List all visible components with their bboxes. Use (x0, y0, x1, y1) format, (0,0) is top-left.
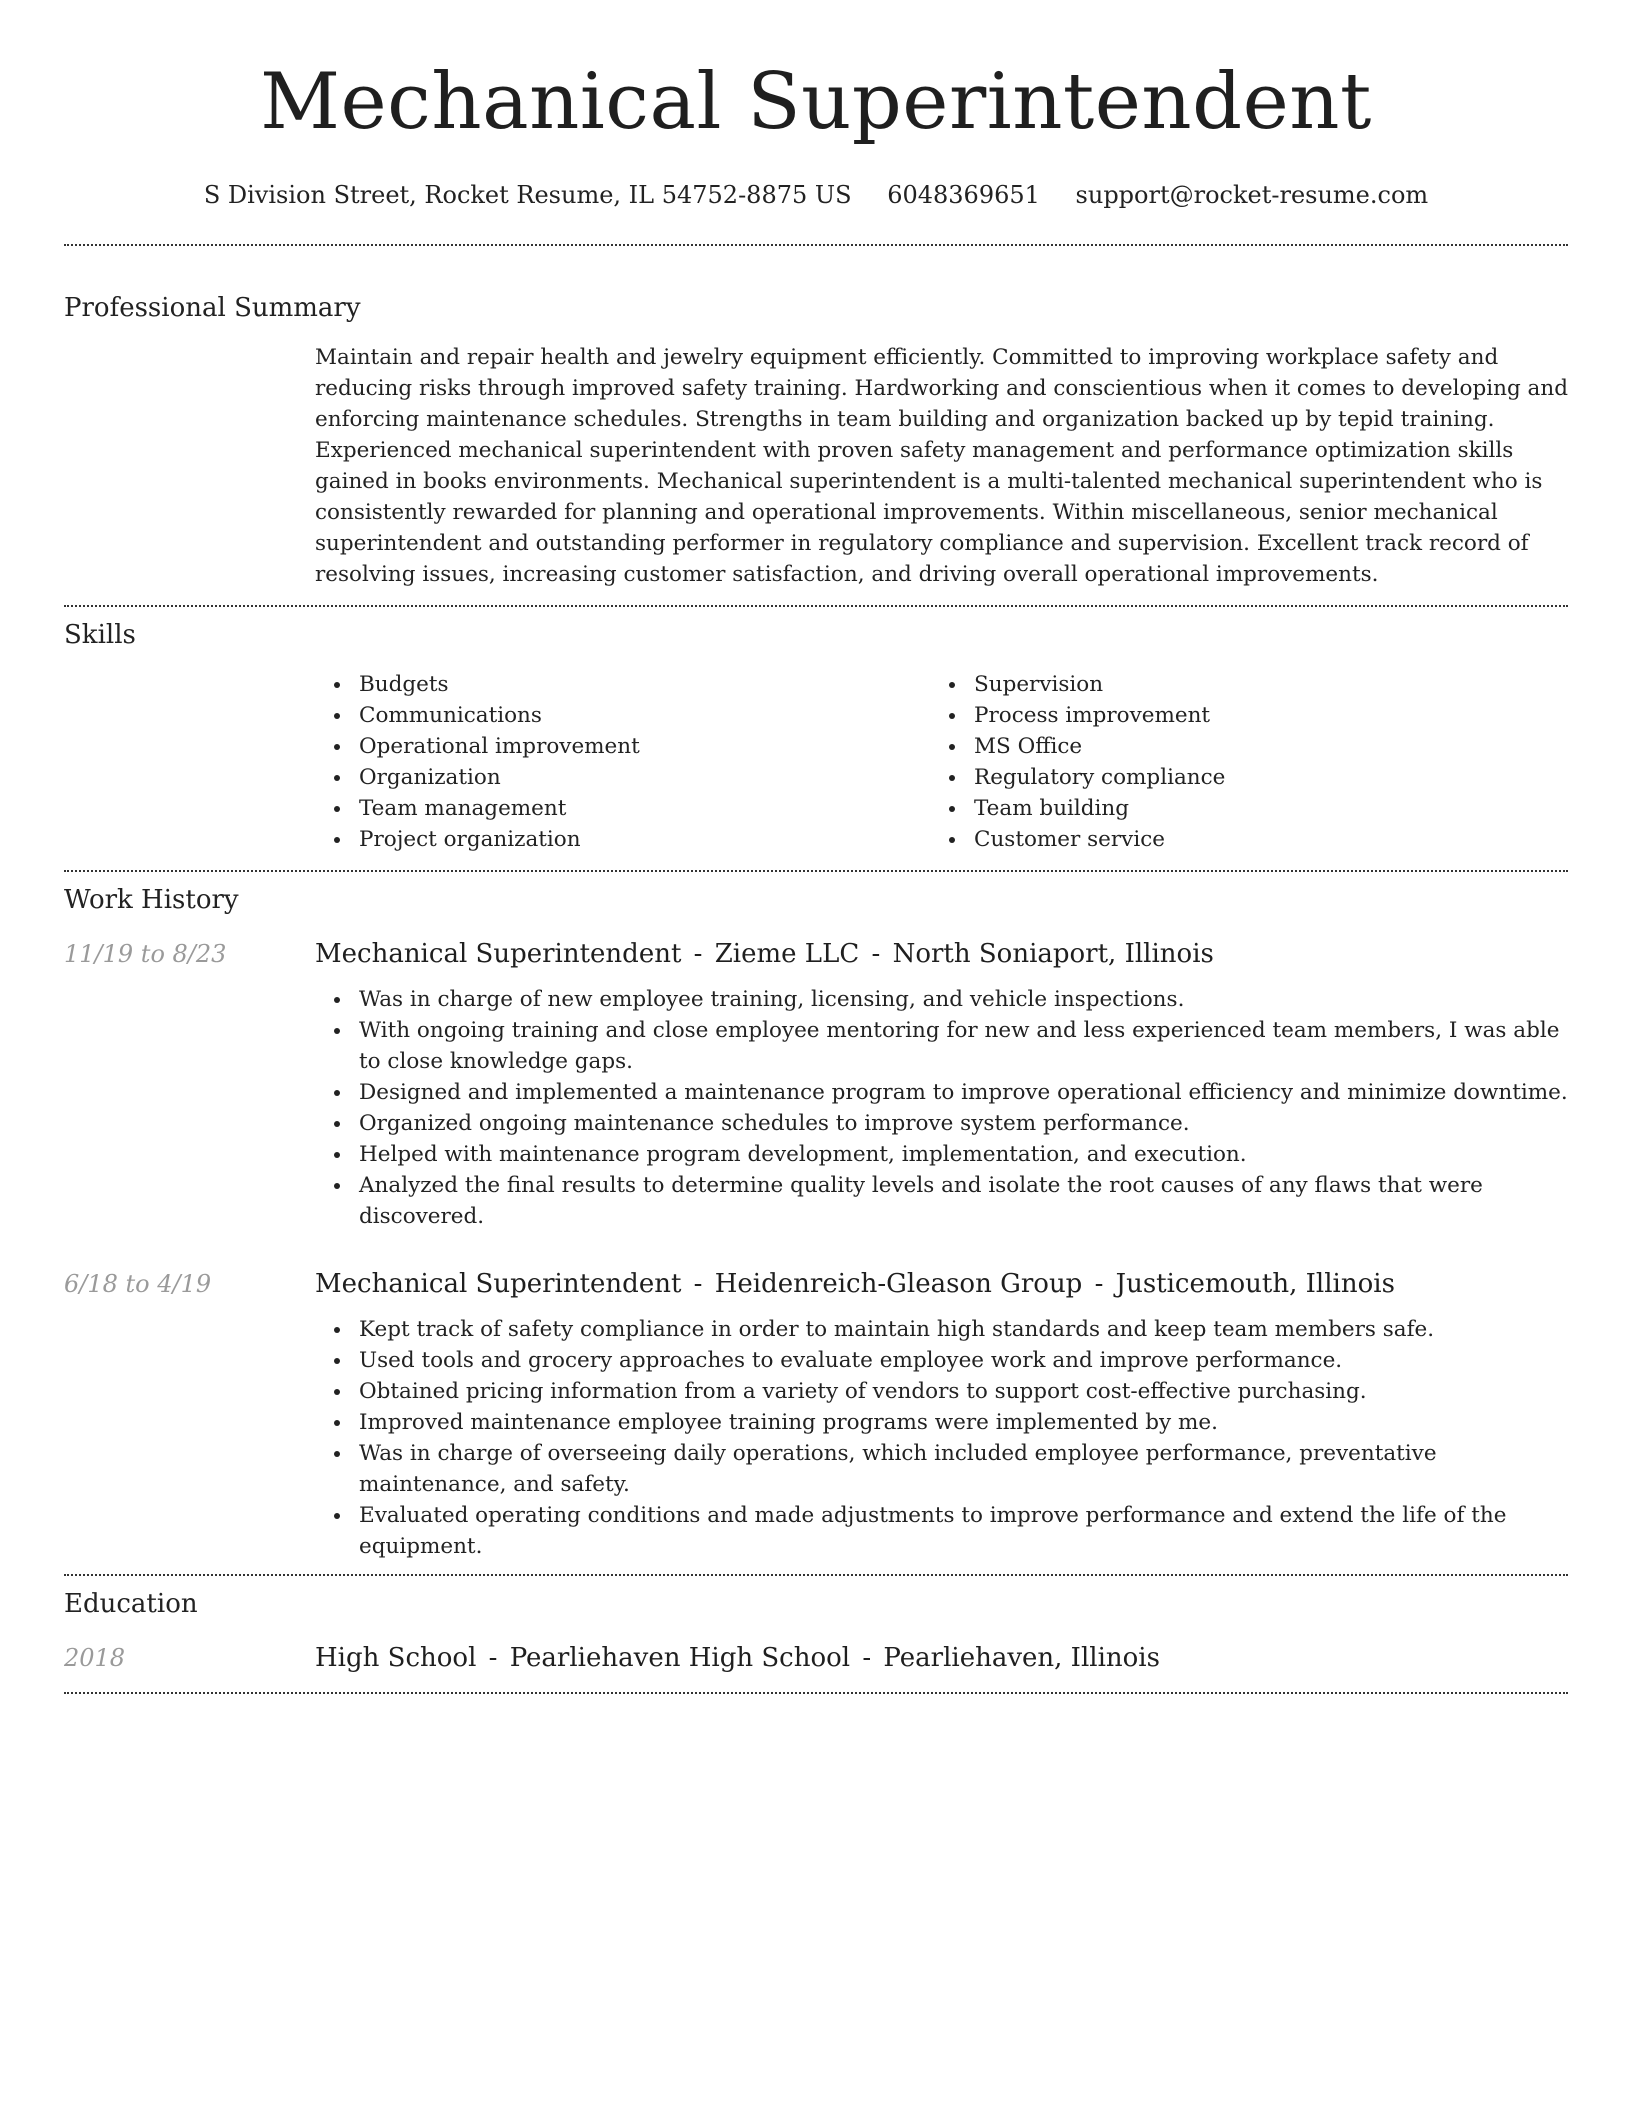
job-role: Mechanical Superintendent (315, 939, 682, 969)
job-bullet: Obtained pricing information from a variety of vendors to support cost-effective purchasing. (359, 1376, 1568, 1407)
skill-item: Team building (974, 793, 1545, 824)
job-company: Zieme LLC (714, 939, 860, 969)
job-company: Heidenreich-Gleason Group (714, 1269, 1083, 1299)
job-role: Mechanical Superintendent (315, 1269, 682, 1299)
skill-item: Communications (359, 700, 930, 731)
education-section (64, 1576, 1568, 1674)
job-bullet: Analyzed the final results to determine quality levels and isolate the root causes of any flaws that were discovered. (359, 1170, 1568, 1232)
job-bullets (315, 1314, 1568, 1562)
job-heading: Mechanical Superintendent - Heidenreich-Gleason Group - Justicemouth, Illinois (315, 1269, 1395, 1299)
job-heading: Mechanical Superintendent - Zieme LLC - North Soniaport, Illinois (315, 939, 1214, 969)
job-dates: 6/18 to 4/19 (64, 1270, 212, 1298)
job-bullet: Designed and implemented a maintenance program to improve operational efficiency and minimize downtime. (359, 1077, 1568, 1108)
contact-address: S Division Street, Rocket Resume, IL 54752-8875 US (203, 181, 852, 209)
work-section (64, 872, 1568, 1562)
skill-item: MS Office (974, 731, 1545, 762)
job-bullets (315, 984, 1568, 1232)
skills-list-left (315, 669, 930, 855)
skill-item: Project organization (359, 824, 930, 855)
job-bullet: Used tools and grocery approaches to evaluate employee work and improve performance. (359, 1345, 1568, 1376)
section-title-work: Work History (64, 885, 239, 915)
skill-item: Operational improvement (359, 731, 930, 762)
job-dates: 11/19 to 8/23 (64, 940, 227, 968)
education-heading: High School - Pearliehaven High School - Pearliehaven, Illinois (315, 1643, 1160, 1673)
contact-phone: 6048369651 (887, 181, 1040, 209)
contact-email: support@rocket-resume.com (1075, 181, 1429, 209)
resume-name: Mechanical Superintendent (260, 57, 1372, 147)
section-title-education: Education (64, 1589, 198, 1619)
job-entry (64, 938, 1568, 1232)
job-bullet: Improved maintenance employee training programs were implemented by me. (359, 1407, 1568, 1438)
skill-item: Process improvement (974, 700, 1545, 731)
job-location: North Soniaport, Illinois (892, 939, 1214, 969)
section-title-skills: Skills (64, 620, 136, 650)
skill-item: Supervision (974, 669, 1545, 700)
education-school: Pearliehaven High School (509, 1643, 851, 1673)
job-location: Justicemouth, Illinois (1115, 1269, 1395, 1299)
job-bullet: Evaluated operating conditions and made adjustments to improve performance and extend the life of the equipment. (359, 1500, 1568, 1562)
skill-item: Organization (359, 762, 930, 793)
section-divider (64, 1692, 1568, 1694)
contact-line (64, 180, 1568, 210)
job-bullet: Organized ongoing maintenance schedules to improve system performance. (359, 1108, 1568, 1139)
skill-item: Budgets (359, 669, 930, 700)
skill-item: Team management (359, 793, 930, 824)
summary-section (64, 246, 1568, 590)
skill-item: Customer service (974, 824, 1545, 855)
job-bullet: Was in charge of overseeing daily operations, which included employee performance, preventative maintenance, and safety. (359, 1438, 1568, 1500)
job-bullet: Helped with maintenance program development, implementation, and execution. (359, 1139, 1568, 1170)
summary-text: Maintain and repair health and jewelry equipment efficiently. Committed to improving workplace safety and reducing risks through improved safety training. Hardworking and conscientious when it comes to developing and enforcing maintenance schedules. Strengths in team building and organization backed up by tepid training. Experienced mechanical superintendent with proven safety management and performance optimization skills gained in books environments. Mechanical superintendent is a multi-talented mechanical superintendent who is consistently rewarded for planning and operational improvements. Within miscellaneous, senior mechanical superintendent and outstanding performer in regulatory compliance and supervision. Excellent track record of resolving issues, increasing customer satisfaction, and driving overall operational improvements. (315, 345, 1568, 587)
skills-section (64, 607, 1568, 855)
education-year: 2018 (64, 1644, 126, 1672)
job-bullet: With ongoing training and close employee mentoring for new and less experienced team members, I was able to close knowledge gaps. (359, 1015, 1568, 1077)
education-location: Pearliehaven, Illinois (883, 1643, 1160, 1673)
skills-grid (315, 669, 1568, 855)
job-bullet: Was in charge of new employee training, licensing, and vehicle inspections. (359, 984, 1568, 1015)
job-bullet: Kept track of safety compliance in order to maintain high standards and keep team members safe. (359, 1314, 1568, 1345)
skill-item: Regulatory compliance (974, 762, 1545, 793)
job-entry (64, 1268, 1568, 1562)
section-title-summary: Professional Summary (64, 293, 361, 323)
skills-list-right (930, 669, 1545, 855)
education-degree: High School (315, 1643, 477, 1673)
